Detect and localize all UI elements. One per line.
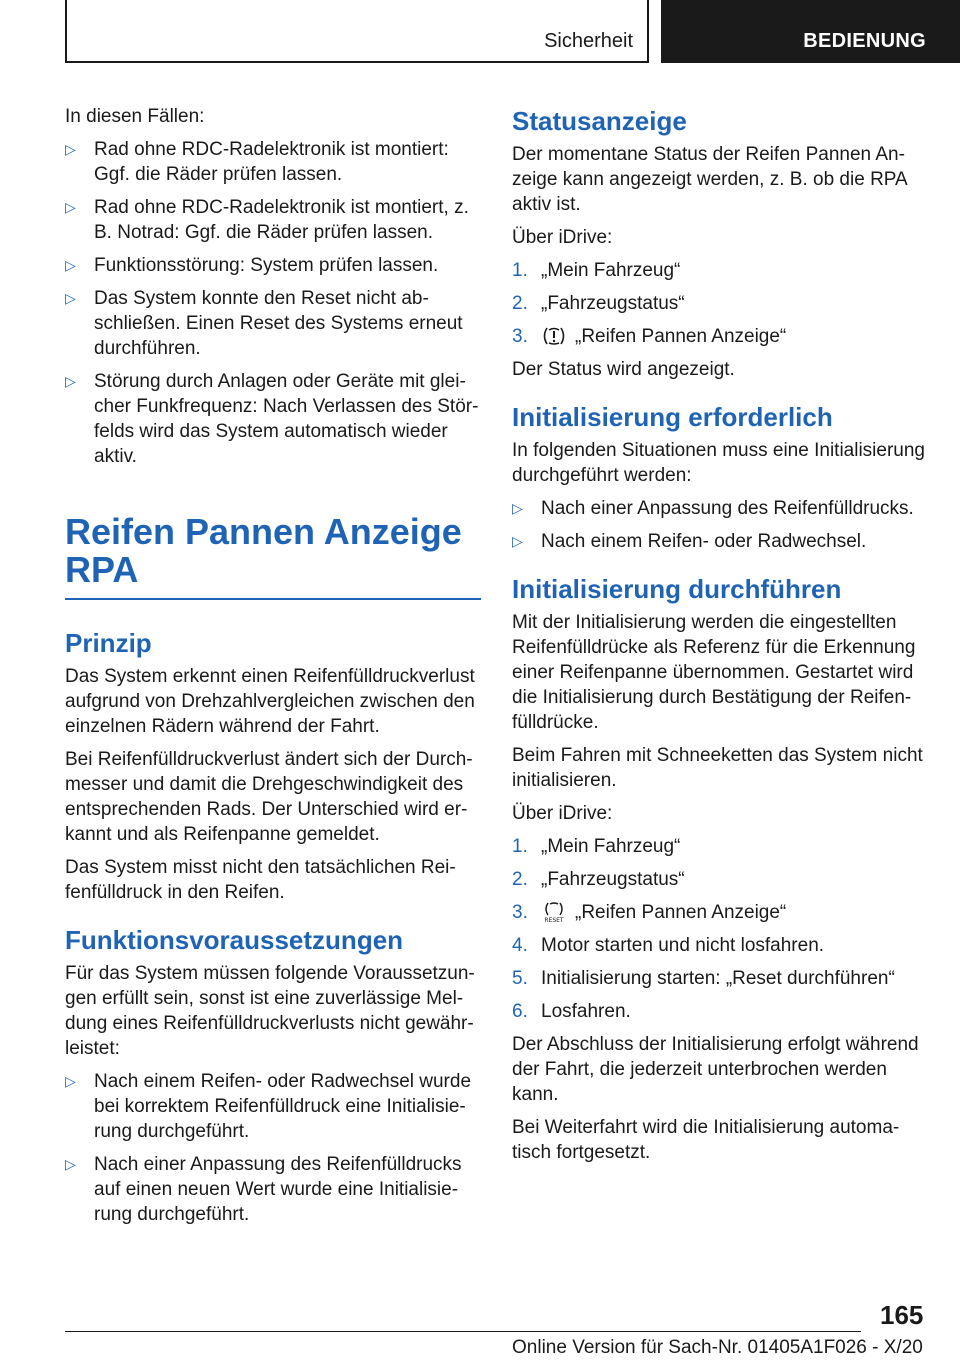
list-item: ▷ Nach einer Anpassung des Reifenfülldrucks auf einen neuen Wert wurde eine Initialisie- rung durchgeführt. bbox=[65, 1154, 462, 1225]
list-item: ▷ Rad ohne RDC-Radelektronik ist montiert, z. B. Notrad: Ggf. die Räder prüfen lassen. bbox=[65, 197, 469, 243]
prinzip-paragraph: Bei Reifenfülldruckverlust ändert sich der Durch- messer und damit die Drehgeschwindigkeit des entsprechenden Rads. Der Unterschied wird er- kannt und als Reifenpanne gemeldet. bbox=[65, 749, 473, 845]
voraussetzungen-paragraph: Für das System müssen folgende Voraussetzun- gen erfüllt sein, sonst ist eine zuverlässige Mel- dung eines Reifenfülldruckverlusts nicht gewähr- leistet: bbox=[65, 963, 475, 1059]
status-heading: Statusanzeige bbox=[512, 106, 687, 136]
durchfuehren-paragraph: Beim Fahren mit Schneeketten das System nicht initialisieren. bbox=[512, 745, 923, 791]
list-item: 4. Motor starten und nicht losfahren. bbox=[512, 935, 825, 956]
triangle-right-icon: ▷ bbox=[65, 1073, 76, 1089]
list-item: 3. RESET „Reifen Pannen Anzeige“ bbox=[512, 902, 787, 923]
triangle-right-icon: ▷ bbox=[512, 500, 523, 516]
status-result: Der Status wird angezeigt. bbox=[512, 359, 735, 380]
header-chapter-tab bbox=[661, 0, 960, 63]
header-section-title: Sicherheit bbox=[544, 30, 633, 52]
reset-icon-label: RESET bbox=[544, 917, 564, 923]
cases-list bbox=[65, 137, 481, 469]
list-item: 1. „Mein Fahrzeug“ bbox=[512, 836, 681, 857]
left-column bbox=[65, 104, 481, 1235]
header-section-tab bbox=[65, 0, 649, 63]
tire-reset-icon bbox=[541, 901, 567, 921]
right-column bbox=[512, 104, 928, 1173]
durchfuehren-via: Über iDrive: bbox=[512, 803, 613, 824]
triangle-right-icon: ▷ bbox=[65, 290, 76, 306]
list-item: ▷ Rad ohne RDC-Radelektronik ist montiert: Ggf. die Räder prüfen lassen. bbox=[65, 139, 449, 185]
voraussetzungen-list bbox=[65, 1069, 481, 1227]
list-item: ▷ Funktionsstörung: System prüfen lassen. bbox=[65, 255, 439, 276]
prinzip-paragraph: Das System erkennt einen Reifenfülldruckverlust aufgrund von Drehzahlvergleichen zwischen den einzelnen Rädern während der Fahrt. bbox=[65, 666, 475, 737]
durchfuehren-heading: Initialisierung durchführen bbox=[512, 574, 842, 604]
triangle-right-icon: ▷ bbox=[512, 533, 523, 549]
triangle-right-icon: ▷ bbox=[65, 199, 76, 215]
list-item: ▷ Nach einem Reifen- oder Radwechsel. bbox=[512, 531, 867, 552]
list-item: 2. „Fahrzeugstatus“ bbox=[512, 869, 685, 890]
list-item: ▷ Nach einem Reifen- oder Radwechsel wurde bei korrektem Reifenfülldruck eine Initialisie- rung durchgeführt. bbox=[65, 1071, 472, 1142]
list-item: 5. Initialisierung starten: „Reset durchführen“ bbox=[512, 968, 895, 989]
list-item: 3. „Reifen Pannen Anzeige“ bbox=[512, 326, 787, 347]
voraussetzungen-heading: Funktionsvoraussetzungen bbox=[65, 925, 404, 955]
page-number: 165 bbox=[880, 1300, 924, 1330]
footer-divider bbox=[65, 1331, 861, 1332]
erforderlich-list bbox=[512, 496, 928, 554]
list-item: 1. „Mein Fahrzeug“ bbox=[512, 260, 681, 281]
status-paragraph: Der momentane Status der Reifen Pannen An- zeige kann angezeigt werden, z. B. ob die RPA aktiv ist. bbox=[512, 144, 907, 215]
list-item: ▷ Das System konnte den Reset nicht ab- schließen. Einen Reset des Systems erneut durchführen. bbox=[65, 288, 463, 359]
durchfuehren-paragraph: Mit der Initialisierung werden die eingestellten Reifenfülldrücke als Referenz für die Erkennung einer Reifenpanne übernommen. Gestartet wird die Initialisierung durch Bestätigung der Reifen- fülldrücke. bbox=[512, 612, 916, 733]
list-item: ▷ Störung durch Anlagen oder Geräte mit glei- cher Funkfrequenz: Nach Verlassen des Stör- felds wird das System automatisch wieder aktiv. bbox=[65, 371, 479, 467]
status-steps bbox=[512, 258, 928, 349]
list-item: ▷ Nach einer Anpassung des Reifenfülldrucks. bbox=[512, 498, 914, 519]
page-header bbox=[0, 0, 960, 66]
prinzip-paragraph: Das System misst nicht den tatsächlichen Rei- fenfülldruck in den Reifen. bbox=[65, 857, 456, 903]
triangle-right-icon: ▷ bbox=[65, 373, 76, 389]
triangle-right-icon: ▷ bbox=[65, 257, 76, 273]
chapter-title: Reifen Pannen Anzeige RPA bbox=[65, 513, 481, 600]
status-via: Über iDrive: bbox=[512, 227, 613, 248]
list-item: 6. Losfahren. bbox=[512, 1001, 631, 1022]
durchfuehren-closing: Der Abschluss der Initialisierung erfolgt während der Fahrt, die jederzeit unterbrochen werden kann. bbox=[512, 1034, 919, 1105]
online-version-note: Online Version für Sach-Nr. 01405A1F026 - X/20 bbox=[512, 1337, 923, 1358]
cases-intro: In diesen Fällen: bbox=[65, 106, 205, 127]
erforderlich-heading: Initialisierung erforderlich bbox=[512, 402, 833, 432]
tire-warning-icon bbox=[541, 325, 567, 345]
prinzip-heading: Prinzip bbox=[65, 628, 152, 658]
durchfuehren-closing: Bei Weiterfahrt wird die Initialisierung automa- tisch fortgesetzt. bbox=[512, 1117, 900, 1163]
triangle-right-icon: ▷ bbox=[65, 1156, 76, 1172]
erforderlich-paragraph: In folgenden Situationen muss eine Initialisierung durchgeführt werden: bbox=[512, 440, 925, 486]
durchfuehren-steps bbox=[512, 834, 928, 1024]
header-chapter-title: BEDIENUNG bbox=[803, 30, 926, 52]
triangle-right-icon: ▷ bbox=[65, 141, 76, 157]
list-item: 2. „Fahrzeugstatus“ bbox=[512, 293, 685, 314]
